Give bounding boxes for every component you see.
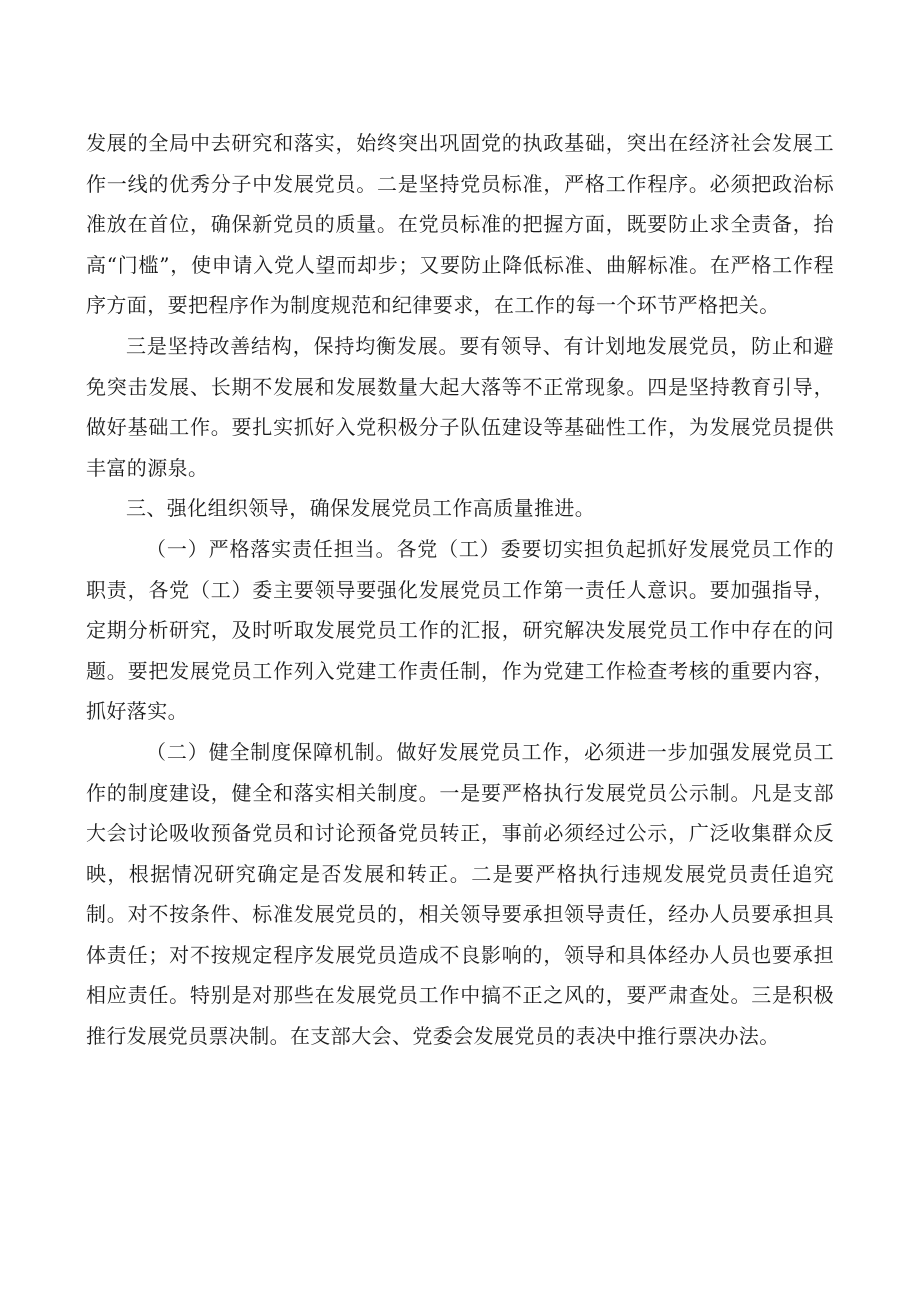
paragraph-institution-mechanism: （二）健全制度保障机制。做好发展党员工作，必须进一步加强发展党员工作的制度建设，健全和落实相关制度。一是要严格执行发展党员公示制。凡是支部大会讨论吸收预备党员和讨论预备党员转正，事前必须经过公示，广泛收集群众反映，根据情况研究确定是否发展和转正。二是要严格执行违规发展党员责任追究制。对不按条件、标准发展党员的，相关领导要承担领导责任，经办人员要承担具体责任；对不按规定程序发展党员造成不良影响的，领导和具体经办人员也要承担相应责任。特别是对那些在发展党员工作中搞不正之风的，要严肃查处。三是积极推行发展党员票决制。在支部大会、党委会发展党员的表决中推行票决办法。: [86, 739, 834, 1049]
document-body: [86, 123, 834, 1057]
paragraph-responsibility: （一）严格落实责任担当。各党（工）委要切实担负起抓好发展党员工作的职责，各党（工）委主要领导要强化发展党员工作第一责任人意识。要加强指导，定期分析研究，及时听取发展党员工作的汇报，研究解决发展党员工作中存在的问题。要把发展党员工作列入党建工作责任制，作为党建工作检查考核的重要内容，抓好落实。: [86, 536, 834, 724]
paragraph-structure-balance: 三是坚持改善结构，保持均衡发展。要有领导、有计划地发展党员，防止和避免突击发展、长期不发展和发展数量大起大落等不正常现象。四是坚持教育引导，做好基础工作。要扎实抓好入党积极分子队伍建设等基础性工作，为发展党员提供丰富的源泉。: [86, 333, 834, 480]
paragraph-continuation: 发展的全局中去研究和落实，始终突出巩固党的执政基础，突出在经济社会发展工作一线的优秀分子中发展党员。二是坚持党员标准，严格工作程序。必须把政治标准放在首位，确保新党员的质量。在党员标准的把握方面，既要防止求全责备，抬高“门槛”，使申请入党人望而却步；又要防止降低标准、曲解标准。在严格工作程序方面，要把程序作为制度规范和纪律要求，在工作的每一个环节严格把关。: [86, 131, 834, 318]
section-heading-three: 三、强化组织领导，确保发展党员工作高质量推进。: [126, 496, 596, 521]
